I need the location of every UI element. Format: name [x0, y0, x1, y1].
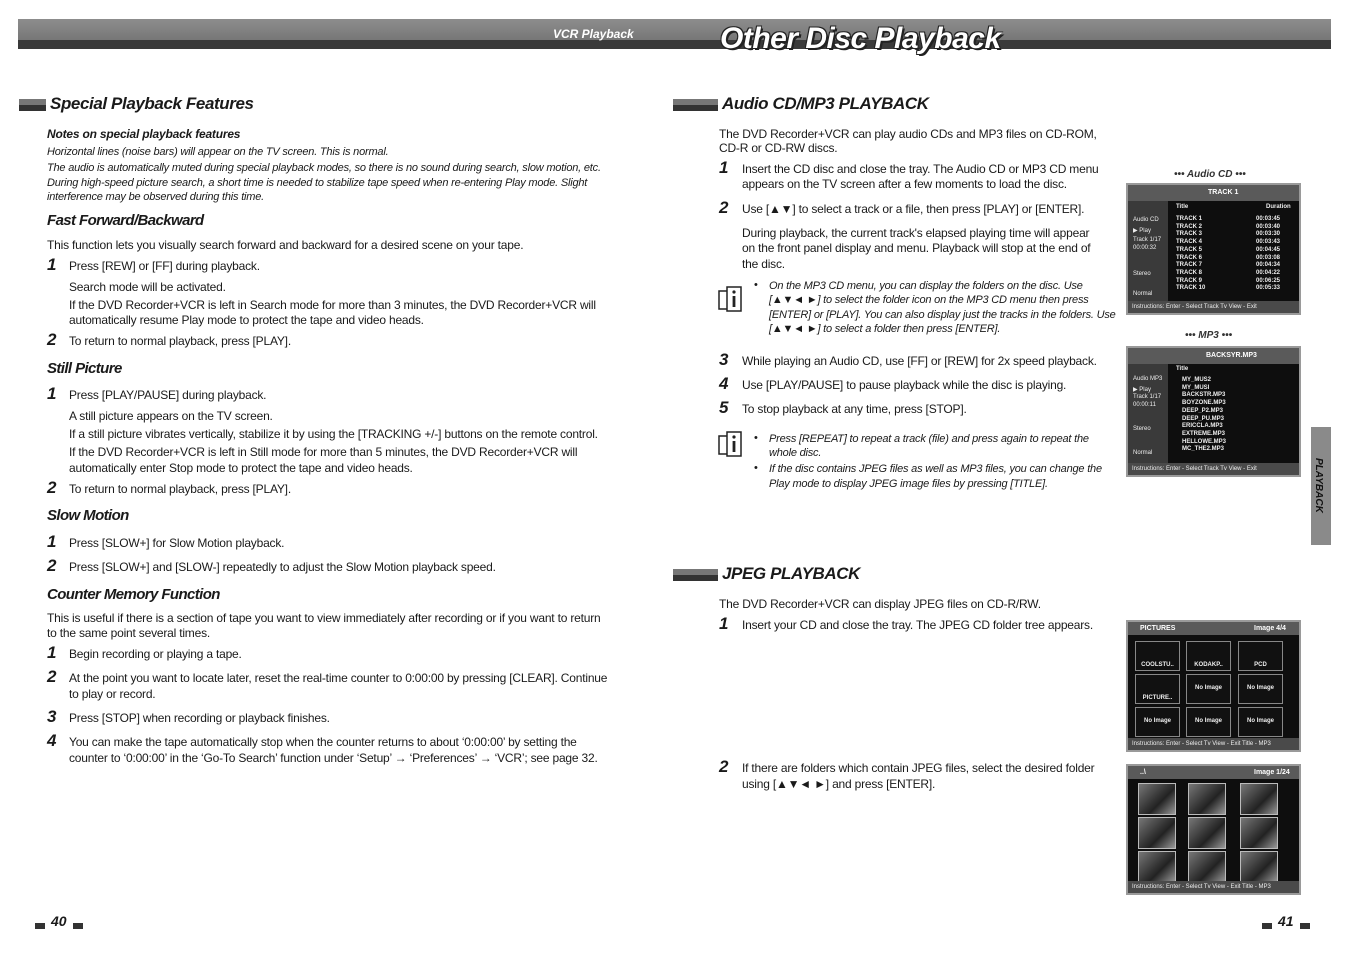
- folder-tile[interactable]: [1186, 641, 1231, 671]
- slow-step1: Press [SLOW+] for Slow Motion playback.: [69, 536, 285, 550]
- section-marker: [673, 99, 718, 111]
- image-tile[interactable]: [1135, 707, 1180, 737]
- list-item[interactable]: TRACK 2: [1176, 223, 1203, 230]
- list-item[interactable]: TRACK 7: [1176, 262, 1203, 269]
- step-number: 1: [47, 643, 57, 662]
- list-item[interactable]: TRACK 1: [1176, 216, 1203, 222]
- counter-step2: to play or record.: [69, 687, 156, 701]
- jpeg-intro: The DVD Recorder+VCR can display JPEG files on CD-R/RW.: [719, 597, 1041, 611]
- section-marker: [19, 99, 46, 111]
- side-label: ▶ Play: [1133, 228, 1151, 234]
- screen-label-mp3: ••• MP3 •••: [1185, 330, 1233, 341]
- tile-label: PICTURE..: [1142, 695, 1173, 701]
- tile-label: No Image: [1246, 718, 1274, 724]
- note-line: Horizontal lines (noise bars) will appear on the TV screen. This is normal.: [47, 146, 389, 158]
- note-line: whole disc.: [769, 447, 822, 459]
- section-title-audio: Audio CD/MP3 PLAYBACK: [722, 94, 929, 113]
- audio-step1: appears on the TV screen after a few moments to load the disc.: [742, 177, 1067, 191]
- still-step2: To return to normal playback, press [PLAY].: [69, 482, 291, 496]
- note-line: The audio is automatically muted during special playback modes, so there is no sound during search, slow motion, etc.: [47, 162, 601, 174]
- header-section: VCR Playback: [553, 27, 634, 41]
- still-step1-detail: automatically enter Stop mode to protect the tape and video heads.: [69, 461, 413, 475]
- side-label: Track 1/17: [1133, 394, 1162, 400]
- photo-thumbnail[interactable]: [1138, 783, 1176, 815]
- still-step1: Press [PLAY/PAUSE] during playback.: [69, 388, 267, 402]
- tile-label: No Image: [1194, 685, 1222, 691]
- step-number: 1: [47, 255, 57, 274]
- folder-tile[interactable]: [1135, 641, 1180, 671]
- page-number-marker: [73, 923, 83, 929]
- screen-header-right: Image 1/24: [1254, 769, 1290, 776]
- page-number-right: 41: [1278, 913, 1294, 929]
- screen-header-left: PICTURES: [1140, 625, 1176, 632]
- page-number-marker: [1262, 923, 1272, 929]
- screen-header: [1128, 766, 1299, 779]
- page-number-left: 40: [51, 913, 67, 929]
- screen-sidebar: [1128, 364, 1168, 463]
- step-number: 1: [719, 614, 729, 633]
- list-item[interactable]: TRACK 8: [1176, 269, 1203, 276]
- step-number: 3: [47, 707, 57, 726]
- duration: 00:03:40: [1256, 223, 1281, 230]
- list-item[interactable]: ERICCLA.MP3: [1182, 423, 1223, 430]
- audio-cd-screen: [1126, 183, 1301, 315]
- subtitle-slow: Slow Motion: [47, 507, 129, 524]
- tile-label: PCD: [1254, 662, 1267, 668]
- screen-sidebar: [1128, 201, 1168, 301]
- side-label: 00:00:11: [1133, 402, 1156, 408]
- note-line: During high-speed picture search, a short time is needed to stabilize tape speed when re-entering Play mode. Slight: [47, 177, 588, 189]
- note-line: If the disc contains JPEG files as well as MP3 files, you can change the: [769, 463, 1102, 475]
- page-title: Other Disc Playback: [720, 22, 1001, 55]
- side-label: Stereo: [1133, 426, 1151, 432]
- photo-thumbnail[interactable]: [1240, 783, 1278, 815]
- tile-label: KODAKP..: [1194, 662, 1223, 668]
- list-item[interactable]: TRACK 4: [1176, 239, 1203, 246]
- mp3-screen: [1126, 346, 1301, 477]
- list-item[interactable]: MY_MUS2: [1182, 377, 1212, 383]
- list-item[interactable]: BOYZONE.MP3: [1182, 400, 1226, 407]
- ff-step1: Press [REW] or [FF] during playback.: [69, 259, 260, 273]
- step-number: 5: [719, 398, 729, 417]
- list-item[interactable]: MY_MUSI: [1182, 384, 1210, 391]
- list-item[interactable]: TRACK 5: [1176, 246, 1203, 253]
- counter-intro: This is useful if there is a section of tape you want to view immediately after recording or if you want to return: [47, 611, 601, 625]
- header-bar-dark: [18, 40, 1331, 49]
- audio-intro: CD-R or CD-RW discs.: [719, 141, 838, 155]
- step-number: 2: [719, 757, 729, 776]
- duration: 00:05:33: [1256, 285, 1281, 292]
- step-number: 3: [719, 350, 729, 369]
- col-title: Title: [1176, 366, 1189, 372]
- still-step1-detail: If a still picture vibrates vertically, stabilize it by using the [TRACKING +/-] buttons on the remote control.: [69, 427, 598, 441]
- file-list: [1182, 377, 1226, 454]
- list-item[interactable]: TRACK 10: [1176, 285, 1206, 292]
- subtitle-still: Still Picture: [47, 360, 122, 377]
- duration-list: [1256, 216, 1280, 293]
- tile-label: COOLSTU..: [1141, 662, 1174, 668]
- step-number: 1: [47, 384, 57, 403]
- image-tile[interactable]: [1238, 707, 1283, 737]
- side-label: Track 1/17: [1133, 237, 1162, 243]
- duration: 00:03:08: [1256, 254, 1281, 261]
- duration: 00:04:22: [1256, 269, 1281, 276]
- counter-step3: Press [STOP] when recording or playback finishes.: [69, 711, 330, 725]
- photo-thumbnail[interactable]: [1240, 817, 1278, 849]
- photo-thumbnail[interactable]: [1240, 851, 1278, 883]
- list-item[interactable]: MC_THE2.MP3: [1182, 446, 1225, 453]
- section-title-special: Special Playback Features: [50, 94, 254, 113]
- side-label: Stereo: [1133, 271, 1151, 277]
- jpeg-thumbnail-screen: [1126, 764, 1301, 895]
- step-number: 2: [719, 198, 729, 217]
- step-number: 2: [47, 330, 57, 349]
- audio-step2-detail: the disc.: [742, 257, 785, 271]
- note-line: On the MP3 CD menu, you can display the folders on the disc. Use: [769, 280, 1083, 292]
- screen-label-audio: ••• Audio CD •••: [1174, 169, 1246, 180]
- audio-step1: Insert the CD disc and close the tray. The Audio CD or MP3 CD menu: [742, 162, 1099, 176]
- screen-header-right: Image 4/4: [1254, 625, 1286, 632]
- list-item[interactable]: EXTREME.MP3: [1182, 430, 1226, 437]
- note-line: Play mode to display JPEG image files by pressing [TITLE].: [769, 478, 1048, 490]
- ff-intro: This function lets you visually search forward and backward for a desired scene on your tape.: [47, 238, 524, 252]
- chapter-tab-label: PLAYBACK: [1313, 458, 1324, 513]
- screen-instructions: Instructions: Enter - Select Track Tv View - Exit: [1128, 301, 1299, 313]
- duration: 00:03:30: [1256, 231, 1281, 238]
- screen-instructions: Instructions: Enter - Select Tv View - Exit Title - MP3: [1128, 881, 1299, 893]
- side-label: 00:00:32: [1133, 245, 1157, 251]
- counter-step2: At the point you want to locate later, reset the real-time counter to 0:00:00 by pressing [CLEAR]. Continue: [69, 671, 608, 685]
- screen-instructions: Instructions: Enter - Select Tv View - Exit Title - MP3: [1128, 738, 1299, 750]
- note-icon: [718, 285, 744, 315]
- ff-step1-detail: Search mode will be activated.: [69, 280, 226, 294]
- step-number: 2: [47, 478, 57, 497]
- step-number: 2: [47, 667, 57, 686]
- list-item[interactable]: HELLOWE.MP3: [1182, 438, 1227, 445]
- audio-step5: To stop playback at any time, press [STOP].: [742, 402, 967, 416]
- step-number: 4: [47, 731, 57, 750]
- page-number-marker: [1300, 923, 1310, 929]
- side-label: Normal: [1133, 291, 1153, 297]
- side-label: ▶ Play: [1133, 387, 1151, 393]
- screen-instructions: Instructions: Enter - Select Track Tv View - Exit: [1128, 463, 1299, 475]
- ff-step2: To return to normal playback, press [PLAY].: [69, 334, 291, 348]
- tile-label: No Image: [1143, 718, 1171, 724]
- list-item[interactable]: TRACK 9: [1176, 277, 1203, 284]
- list-item[interactable]: TRACK 6: [1176, 254, 1203, 261]
- audio-step4: Use [PLAY/PAUSE] to pause playback while the disc is playing.: [742, 378, 1067, 392]
- side-label: Normal: [1133, 450, 1153, 456]
- note-line: [▲▼◄ ►] to select a folder then press [ENTER].: [769, 323, 1001, 335]
- col-title: Title: [1176, 204, 1189, 210]
- subtitle-ff: Fast Forward/Backward: [47, 212, 204, 229]
- folder-tile[interactable]: [1135, 674, 1180, 704]
- track-list: [1176, 216, 1205, 293]
- counter-step1: Begin recording or playing a tape.: [69, 647, 242, 661]
- audio-step2-detail: on the front panel display and menu. Playback will stop at the end of: [742, 241, 1091, 255]
- side-label: Audio MP3: [1133, 376, 1163, 382]
- section-title-jpeg: JPEG PLAYBACK: [722, 564, 861, 583]
- counter-intro: to the same point several times.: [47, 626, 211, 640]
- duration: 00:03:43: [1256, 239, 1281, 246]
- note-line: [▲▼◄ ►] to select the folder icon on the MP3 CD menu then press: [769, 294, 1089, 306]
- tile-label: No Image: [1246, 685, 1274, 691]
- jpeg-folder-screen: [1126, 620, 1301, 752]
- ff-step1-detail: automatically resume Play mode to protect the tape and video heads.: [69, 313, 424, 327]
- note-icon: [718, 430, 744, 460]
- list-item[interactable]: DEEP_P2.MP3: [1182, 407, 1224, 414]
- bullet: •: [754, 432, 758, 444]
- counter-step4: You can make the tape automatically stop when the counter returns to about ‘0:00:00’ by setting the: [69, 735, 577, 749]
- col-duration: Duration: [1266, 204, 1291, 210]
- step-number: 1: [47, 532, 57, 551]
- tile-label: No Image: [1194, 718, 1222, 724]
- folder-tile[interactable]: [1238, 641, 1283, 671]
- note-line: [ENTER] or [PLAY]. You can also display just the tracks in the folders. Use: [769, 309, 1116, 321]
- screen-track-title: TRACK 1: [1208, 189, 1239, 196]
- counter-step4: counter to ‘0:00:00’ in the ‘Go-To Search’ function under ‘Setup’ → ‘Preferences’ → ‘VCR’; see page 32.: [69, 751, 598, 765]
- duration: 00:03:45: [1256, 216, 1281, 222]
- step-number: 1: [719, 158, 729, 177]
- photo-thumbnail[interactable]: [1188, 783, 1226, 815]
- list-item[interactable]: BACKSTR.MP3: [1182, 392, 1226, 399]
- step-number: 2: [47, 556, 57, 575]
- notes-title: Notes on special playback features: [47, 127, 241, 141]
- duration: 00:04:45: [1256, 246, 1281, 253]
- step-number: 4: [719, 374, 729, 393]
- jpeg-step2: using [▲▼◄ ►] and press [ENTER].: [742, 777, 936, 791]
- audio-step2-detail: During playback, the current track's elapsed playing time will appear: [742, 226, 1090, 240]
- audio-step3: While playing an Audio CD, use [FF] or [REW] for 2x speed playback.: [742, 354, 1097, 368]
- image-tile[interactable]: [1186, 674, 1231, 704]
- duration: 00:06:25: [1256, 277, 1281, 284]
- audio-step2: Use [▲▼] to select a track or a file, then press [PLAY] or [ENTER].: [742, 202, 1085, 216]
- screen-header: [1128, 622, 1299, 635]
- page-number-marker: [35, 923, 45, 929]
- subtitle-counter: Counter Memory Function: [47, 586, 220, 603]
- list-item[interactable]: DEEP_PU.MP3: [1182, 415, 1225, 422]
- list-item[interactable]: TRACK 3: [1176, 231, 1203, 238]
- photo-thumbnail[interactable]: [1188, 817, 1226, 849]
- bullet: •: [754, 279, 758, 291]
- ff-step1-detail: If the DVD Recorder+VCR is left in Search mode for more than 3 minutes, the DVD Recorder+VCR will: [69, 298, 596, 312]
- note-line: interference may be observed during this time.: [47, 191, 265, 203]
- image-tile[interactable]: [1186, 707, 1231, 737]
- still-step1-detail: A still picture appears on the TV screen.: [69, 409, 273, 423]
- slow-step2: Press [SLOW+] and [SLOW-] repeatedly to adjust the Slow Motion playback speed.: [69, 560, 496, 574]
- audio-intro: The DVD Recorder+VCR can play audio CDs and MP3 files on CD-ROM,: [719, 127, 1097, 141]
- note-line: Press [REPEAT] to repeat a track (file) and press again to repeat the: [769, 433, 1089, 445]
- photo-thumbnail[interactable]: [1188, 851, 1226, 883]
- screen-file-title: BACKSYR.MP3: [1206, 352, 1257, 359]
- jpeg-step1: Insert your CD and close the tray. The JPEG CD folder tree appears.: [742, 618, 1093, 632]
- screen-header-left: ..\: [1140, 769, 1146, 776]
- screen-header: [1128, 348, 1299, 364]
- duration: 00:04:34: [1256, 262, 1281, 269]
- jpeg-step2: If there are folders which contain JPEG files, select the desired folder: [742, 761, 1095, 775]
- still-step1-detail: If the DVD Recorder+VCR is left in Still mode for more than 5 minutes, the DVD Recorder+VCR will: [69, 445, 578, 459]
- photo-thumbnail[interactable]: [1138, 851, 1176, 883]
- bullet: •: [754, 462, 758, 474]
- photo-thumbnail[interactable]: [1138, 817, 1176, 849]
- side-label: Audio CD: [1133, 217, 1159, 223]
- image-tile[interactable]: [1238, 674, 1283, 704]
- screen-header: [1128, 185, 1299, 201]
- section-marker: [673, 569, 718, 581]
